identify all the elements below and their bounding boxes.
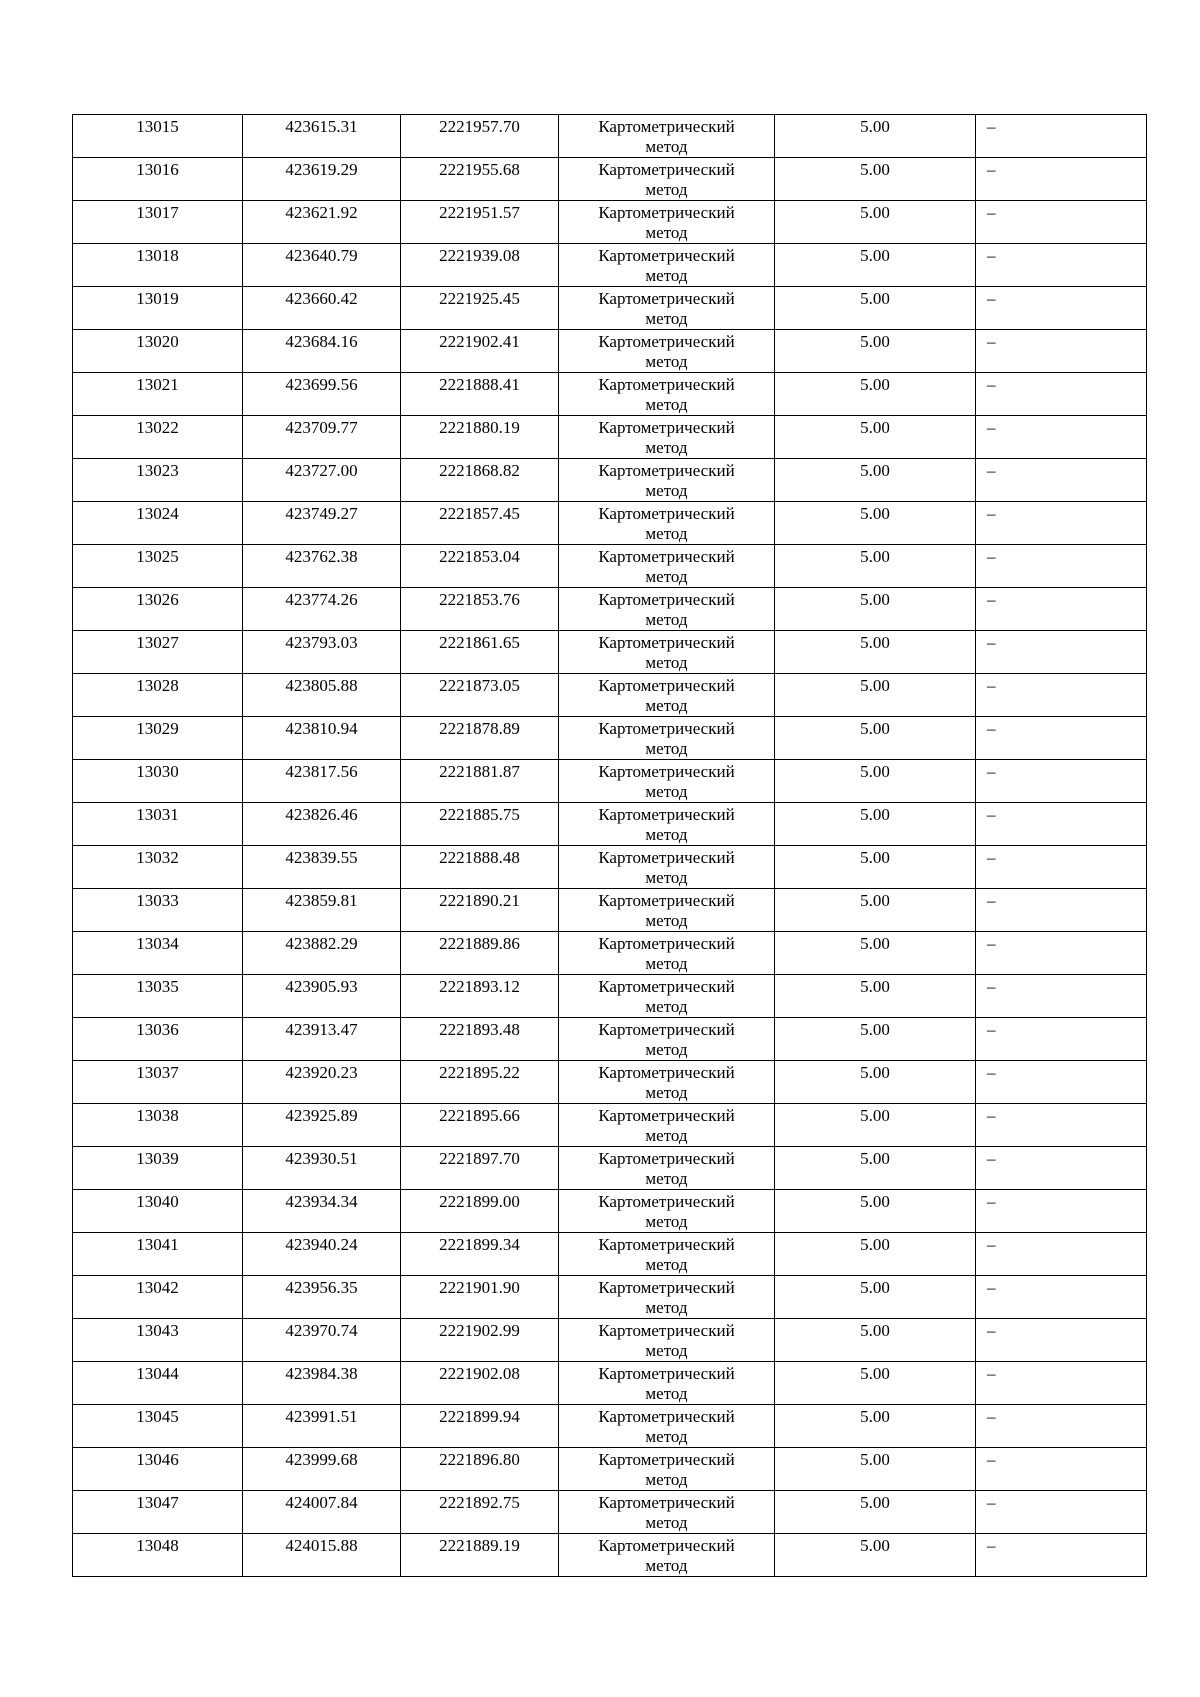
point-number-cell: 13018	[73, 244, 243, 287]
accuracy-cell: 5.00	[775, 1276, 976, 1319]
y-coordinate-cell: 2221902.41	[401, 330, 559, 373]
method-text: Картометрический метод	[598, 289, 735, 328]
accuracy-cell: 5.00	[775, 1233, 976, 1276]
coordinates-table	[72, 114, 1147, 1577]
point-number-cell: 13015	[73, 115, 243, 158]
point-number-cell: 13023	[73, 459, 243, 502]
method-cell	[559, 1190, 775, 1233]
accuracy-cell: 5.00	[775, 287, 976, 330]
accuracy-cell: 5.00	[775, 1061, 976, 1104]
method-text: Картометрический метод	[598, 977, 735, 1016]
point-number-cell: 13022	[73, 416, 243, 459]
table-row	[73, 975, 1147, 1018]
note-cell: –	[976, 1190, 1147, 1233]
note-cell: –	[976, 1104, 1147, 1147]
point-number-cell: 13042	[73, 1276, 243, 1319]
accuracy-cell: 5.00	[775, 244, 976, 287]
table-row	[73, 588, 1147, 631]
table-row	[73, 502, 1147, 545]
table-row	[73, 1233, 1147, 1276]
method-cell	[559, 1061, 775, 1104]
y-coordinate-cell: 2221890.21	[401, 889, 559, 932]
note-cell: –	[976, 803, 1147, 846]
note-cell: –	[976, 244, 1147, 287]
method-cell	[559, 201, 775, 244]
note-cell: –	[976, 588, 1147, 631]
method-cell	[559, 416, 775, 459]
y-coordinate-cell: 2221902.99	[401, 1319, 559, 1362]
table-row	[73, 1405, 1147, 1448]
method-cell	[559, 975, 775, 1018]
table-row	[73, 1190, 1147, 1233]
x-coordinate-cell: 423660.42	[243, 287, 401, 330]
point-number-cell: 13017	[73, 201, 243, 244]
method-cell	[559, 717, 775, 760]
note-cell: –	[976, 287, 1147, 330]
method-cell	[559, 1233, 775, 1276]
method-text: Картометрический метод	[598, 848, 735, 887]
x-coordinate-cell: 423810.94	[243, 717, 401, 760]
accuracy-cell: 5.00	[775, 1319, 976, 1362]
table-row	[73, 1147, 1147, 1190]
method-cell	[559, 1104, 775, 1147]
accuracy-cell: 5.00	[775, 416, 976, 459]
x-coordinate-cell: 423826.46	[243, 803, 401, 846]
method-cell	[559, 1018, 775, 1061]
method-text: Картометрический метод	[598, 1321, 735, 1360]
x-coordinate-cell: 423727.00	[243, 459, 401, 502]
table-row	[73, 1061, 1147, 1104]
x-coordinate-cell: 423934.34	[243, 1190, 401, 1233]
y-coordinate-cell: 2221896.80	[401, 1448, 559, 1491]
method-cell	[559, 459, 775, 502]
accuracy-cell: 5.00	[775, 760, 976, 803]
note-cell: –	[976, 760, 1147, 803]
note-cell: –	[976, 373, 1147, 416]
method-cell	[559, 1491, 775, 1534]
table-row	[73, 1276, 1147, 1319]
accuracy-cell: 5.00	[775, 545, 976, 588]
method-text: Картометрический метод	[598, 590, 735, 629]
x-coordinate-cell: 423805.88	[243, 674, 401, 717]
accuracy-cell: 5.00	[775, 1104, 976, 1147]
x-coordinate-cell: 423709.77	[243, 416, 401, 459]
point-number-cell: 13037	[73, 1061, 243, 1104]
x-coordinate-cell: 423913.47	[243, 1018, 401, 1061]
table-row	[73, 330, 1147, 373]
y-coordinate-cell: 2221889.86	[401, 932, 559, 975]
y-coordinate-cell: 2221901.90	[401, 1276, 559, 1319]
accuracy-cell: 5.00	[775, 975, 976, 1018]
method-cell	[559, 115, 775, 158]
y-coordinate-cell: 2221895.66	[401, 1104, 559, 1147]
method-cell	[559, 502, 775, 545]
x-coordinate-cell: 423882.29	[243, 932, 401, 975]
method-cell	[559, 287, 775, 330]
point-number-cell: 13043	[73, 1319, 243, 1362]
y-coordinate-cell: 2221893.48	[401, 1018, 559, 1061]
y-coordinate-cell: 2221881.87	[401, 760, 559, 803]
table-row	[73, 287, 1147, 330]
table-row	[73, 803, 1147, 846]
y-coordinate-cell: 2221885.75	[401, 803, 559, 846]
note-cell: –	[976, 1362, 1147, 1405]
note-cell: –	[976, 1448, 1147, 1491]
method-cell	[559, 803, 775, 846]
note-cell: –	[976, 1491, 1147, 1534]
y-coordinate-cell: 2221861.65	[401, 631, 559, 674]
x-coordinate-cell: 423621.92	[243, 201, 401, 244]
method-text: Картометрический метод	[598, 1192, 735, 1231]
x-coordinate-cell: 424007.84	[243, 1491, 401, 1534]
y-coordinate-cell: 2221857.45	[401, 502, 559, 545]
table-row	[73, 889, 1147, 932]
method-cell	[559, 1276, 775, 1319]
table-row	[73, 416, 1147, 459]
method-text: Картометрический метод	[598, 1450, 735, 1489]
table-row	[73, 1362, 1147, 1405]
note-cell: –	[976, 459, 1147, 502]
accuracy-cell: 5.00	[775, 1448, 976, 1491]
x-coordinate-cell: 423930.51	[243, 1147, 401, 1190]
method-text: Картометрический метод	[598, 332, 735, 371]
point-number-cell: 13041	[73, 1233, 243, 1276]
accuracy-cell: 5.00	[775, 846, 976, 889]
method-text: Картометрический метод	[598, 504, 735, 543]
table-row	[73, 846, 1147, 889]
method-text: Картометрический метод	[598, 547, 735, 586]
method-text: Картометрический метод	[598, 1536, 735, 1575]
method-text: Картометрический метод	[598, 375, 735, 414]
point-number-cell: 13045	[73, 1405, 243, 1448]
x-coordinate-cell: 423920.23	[243, 1061, 401, 1104]
point-number-cell: 13039	[73, 1147, 243, 1190]
table-row	[73, 201, 1147, 244]
point-number-cell: 13026	[73, 588, 243, 631]
table-row	[73, 459, 1147, 502]
point-number-cell: 13044	[73, 1362, 243, 1405]
y-coordinate-cell: 2221873.05	[401, 674, 559, 717]
note-cell: –	[976, 846, 1147, 889]
method-cell	[559, 330, 775, 373]
y-coordinate-cell: 2221955.68	[401, 158, 559, 201]
table-row	[73, 115, 1147, 158]
accuracy-cell: 5.00	[775, 330, 976, 373]
accuracy-cell: 5.00	[775, 1190, 976, 1233]
table-row	[73, 631, 1147, 674]
method-cell	[559, 1448, 775, 1491]
accuracy-cell: 5.00	[775, 803, 976, 846]
method-text: Картометрический метод	[598, 1063, 735, 1102]
note-cell: –	[976, 158, 1147, 201]
note-cell: –	[976, 1233, 1147, 1276]
method-text: Картометрический метод	[598, 117, 735, 156]
method-text: Картометрический метод	[598, 418, 735, 457]
x-coordinate-cell: 423970.74	[243, 1319, 401, 1362]
method-cell	[559, 1405, 775, 1448]
method-text: Картометрический метод	[598, 1020, 735, 1059]
accuracy-cell: 5.00	[775, 588, 976, 631]
x-coordinate-cell: 423793.03	[243, 631, 401, 674]
note-cell: –	[976, 502, 1147, 545]
table-row	[73, 1534, 1147, 1577]
point-number-cell: 13029	[73, 717, 243, 760]
method-cell	[559, 545, 775, 588]
method-cell	[559, 1319, 775, 1362]
y-coordinate-cell: 2221957.70	[401, 115, 559, 158]
method-text: Картометрический метод	[598, 1149, 735, 1188]
method-text: Картометрический метод	[598, 676, 735, 715]
note-cell: –	[976, 1276, 1147, 1319]
x-coordinate-cell: 423905.93	[243, 975, 401, 1018]
y-coordinate-cell: 2221888.48	[401, 846, 559, 889]
method-cell	[559, 158, 775, 201]
coordinates-table-body	[73, 115, 1147, 1577]
x-coordinate-cell: 423859.81	[243, 889, 401, 932]
method-cell	[559, 674, 775, 717]
table-row	[73, 760, 1147, 803]
point-number-cell: 13025	[73, 545, 243, 588]
method-text: Картометрический метод	[598, 160, 735, 199]
method-text: Картометрический метод	[598, 1407, 735, 1446]
y-coordinate-cell: 2221925.45	[401, 287, 559, 330]
note-cell: –	[976, 1405, 1147, 1448]
y-coordinate-cell: 2221893.12	[401, 975, 559, 1018]
x-coordinate-cell: 423817.56	[243, 760, 401, 803]
accuracy-cell: 5.00	[775, 1405, 976, 1448]
y-coordinate-cell: 2221897.70	[401, 1147, 559, 1190]
y-coordinate-cell: 2221892.75	[401, 1491, 559, 1534]
table-row	[73, 1104, 1147, 1147]
note-cell: –	[976, 1018, 1147, 1061]
method-cell	[559, 760, 775, 803]
table-row	[73, 373, 1147, 416]
x-coordinate-cell: 423991.51	[243, 1405, 401, 1448]
method-text: Картометрический метод	[598, 1493, 735, 1532]
point-number-cell: 13016	[73, 158, 243, 201]
y-coordinate-cell: 2221902.08	[401, 1362, 559, 1405]
point-number-cell: 13019	[73, 287, 243, 330]
y-coordinate-cell: 2221880.19	[401, 416, 559, 459]
method-cell	[559, 1534, 775, 1577]
method-cell	[559, 1147, 775, 1190]
x-coordinate-cell: 423749.27	[243, 502, 401, 545]
note-cell: –	[976, 631, 1147, 674]
point-number-cell: 13035	[73, 975, 243, 1018]
method-cell	[559, 373, 775, 416]
table-row	[73, 545, 1147, 588]
accuracy-cell: 5.00	[775, 502, 976, 545]
table-row	[73, 932, 1147, 975]
x-coordinate-cell: 423956.35	[243, 1276, 401, 1319]
accuracy-cell: 5.00	[775, 373, 976, 416]
y-coordinate-cell: 2221899.00	[401, 1190, 559, 1233]
method-text: Картометрический метод	[598, 1278, 735, 1317]
x-coordinate-cell: 423839.55	[243, 846, 401, 889]
accuracy-cell: 5.00	[775, 932, 976, 975]
note-cell: –	[976, 115, 1147, 158]
x-coordinate-cell: 423619.29	[243, 158, 401, 201]
method-text: Картометрический метод	[598, 203, 735, 242]
table-row	[73, 158, 1147, 201]
accuracy-cell: 5.00	[775, 1362, 976, 1405]
note-cell: –	[976, 932, 1147, 975]
table-row	[73, 1319, 1147, 1362]
point-number-cell: 13028	[73, 674, 243, 717]
point-number-cell: 13048	[73, 1534, 243, 1577]
y-coordinate-cell: 2221889.19	[401, 1534, 559, 1577]
x-coordinate-cell: 423640.79	[243, 244, 401, 287]
accuracy-cell: 5.00	[775, 1147, 976, 1190]
x-coordinate-cell: 423762.38	[243, 545, 401, 588]
point-number-cell: 13024	[73, 502, 243, 545]
accuracy-cell: 5.00	[775, 1491, 976, 1534]
accuracy-cell: 5.00	[775, 459, 976, 502]
point-number-cell: 13036	[73, 1018, 243, 1061]
point-number-cell: 13027	[73, 631, 243, 674]
point-number-cell: 13031	[73, 803, 243, 846]
note-cell: –	[976, 975, 1147, 1018]
table-row	[73, 674, 1147, 717]
note-cell: –	[976, 1319, 1147, 1362]
table-row	[73, 244, 1147, 287]
point-number-cell: 13032	[73, 846, 243, 889]
accuracy-cell: 5.00	[775, 158, 976, 201]
method-text: Картометрический метод	[598, 934, 735, 973]
y-coordinate-cell: 2221868.82	[401, 459, 559, 502]
point-number-cell: 13030	[73, 760, 243, 803]
y-coordinate-cell: 2221899.94	[401, 1405, 559, 1448]
point-number-cell: 13040	[73, 1190, 243, 1233]
note-cell: –	[976, 674, 1147, 717]
method-text: Картометрический метод	[598, 1364, 735, 1403]
point-number-cell: 13047	[73, 1491, 243, 1534]
point-number-cell: 13020	[73, 330, 243, 373]
method-cell	[559, 889, 775, 932]
table-row	[73, 1491, 1147, 1534]
method-cell	[559, 244, 775, 287]
method-cell	[559, 846, 775, 889]
y-coordinate-cell: 2221888.41	[401, 373, 559, 416]
x-coordinate-cell: 423984.38	[243, 1362, 401, 1405]
x-coordinate-cell: 423774.26	[243, 588, 401, 631]
method-text: Картометрический метод	[598, 246, 735, 285]
accuracy-cell: 5.00	[775, 889, 976, 932]
table-row	[73, 717, 1147, 760]
note-cell: –	[976, 717, 1147, 760]
x-coordinate-cell: 423699.56	[243, 373, 401, 416]
y-coordinate-cell: 2221878.89	[401, 717, 559, 760]
note-cell: –	[976, 416, 1147, 459]
note-cell: –	[976, 1147, 1147, 1190]
x-coordinate-cell: 423999.68	[243, 1448, 401, 1491]
x-coordinate-cell: 423684.16	[243, 330, 401, 373]
y-coordinate-cell: 2221939.08	[401, 244, 559, 287]
method-text: Картометрический метод	[598, 1235, 735, 1274]
note-cell: –	[976, 330, 1147, 373]
note-cell: –	[976, 201, 1147, 244]
accuracy-cell: 5.00	[775, 674, 976, 717]
point-number-cell: 13046	[73, 1448, 243, 1491]
method-text: Картометрический метод	[598, 805, 735, 844]
method-cell	[559, 932, 775, 975]
y-coordinate-cell: 2221853.76	[401, 588, 559, 631]
method-text: Картометрический метод	[598, 719, 735, 758]
x-coordinate-cell: 423940.24	[243, 1233, 401, 1276]
x-coordinate-cell: 424015.88	[243, 1534, 401, 1577]
accuracy-cell: 5.00	[775, 201, 976, 244]
method-text: Картометрический метод	[598, 1106, 735, 1145]
point-number-cell: 13034	[73, 932, 243, 975]
note-cell: –	[976, 1061, 1147, 1104]
table-row	[73, 1448, 1147, 1491]
accuracy-cell: 5.00	[775, 631, 976, 674]
method-text: Картометрический метод	[598, 461, 735, 500]
method-text: Картометрический метод	[598, 633, 735, 672]
method-cell	[559, 631, 775, 674]
x-coordinate-cell: 423925.89	[243, 1104, 401, 1147]
method-cell	[559, 588, 775, 631]
table-row	[73, 1018, 1147, 1061]
note-cell: –	[976, 545, 1147, 588]
note-cell: –	[976, 1534, 1147, 1577]
note-cell: –	[976, 889, 1147, 932]
point-number-cell: 13038	[73, 1104, 243, 1147]
point-number-cell: 13021	[73, 373, 243, 416]
accuracy-cell: 5.00	[775, 1534, 976, 1577]
method-text: Картометрический метод	[598, 762, 735, 801]
method-cell	[559, 1362, 775, 1405]
y-coordinate-cell: 2221951.57	[401, 201, 559, 244]
accuracy-cell: 5.00	[775, 115, 976, 158]
point-number-cell: 13033	[73, 889, 243, 932]
accuracy-cell: 5.00	[775, 717, 976, 760]
y-coordinate-cell: 2221853.04	[401, 545, 559, 588]
method-text: Картометрический метод	[598, 891, 735, 930]
y-coordinate-cell: 2221899.34	[401, 1233, 559, 1276]
y-coordinate-cell: 2221895.22	[401, 1061, 559, 1104]
x-coordinate-cell: 423615.31	[243, 115, 401, 158]
accuracy-cell: 5.00	[775, 1018, 976, 1061]
